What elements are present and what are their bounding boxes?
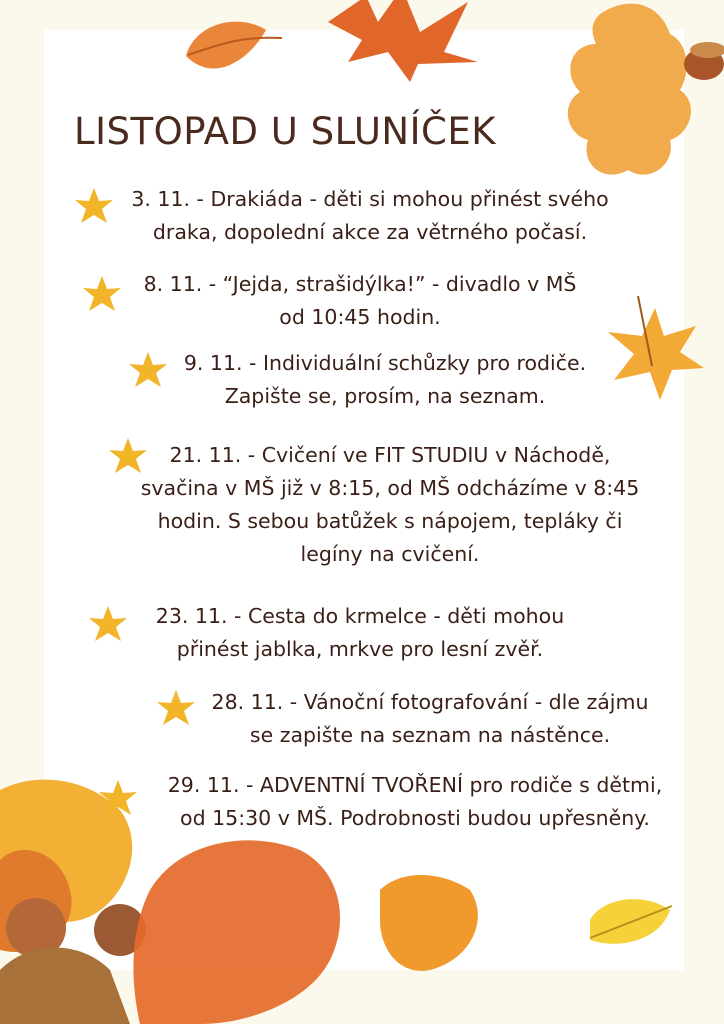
maple-leaf-illustration [600, 296, 710, 406]
maple-leaf-illustration [318, 0, 488, 82]
event-line: od 10:45 hodin. [279, 305, 441, 329]
oak-leaf-illustration [540, 0, 724, 204]
event-line: hodin. S sebou batůžek s nápojem, tepláky či [157, 509, 623, 533]
event-line: 3. 11. - Drakiáda - děti si mohou přinést svého [131, 187, 609, 211]
event-line: svačina v MŠ již v 8:15, od MŠ odcházíme v 8:45 [140, 476, 640, 500]
event-line: Zapište se, prosím, na seznam. [224, 384, 546, 408]
event-item [120, 439, 660, 571]
event-item [170, 347, 600, 413]
event-line: 21. 11. - Cvičení ve FIT STUDIU v Náchodě, [169, 443, 611, 467]
event-line: 28. 11. - Vánoční fotografování - dle zájmu [211, 690, 649, 714]
event-line: se zapište na seznam na nástěnce. [249, 723, 611, 747]
maple-leaf-icon [128, 350, 168, 390]
maple-leaf-icon [98, 778, 138, 818]
event-item [120, 183, 620, 249]
event-item [140, 769, 690, 835]
event-line: přinést jablka, mrkve pro lesní zvěř. [176, 637, 544, 661]
event-line: draka, dopolední akce za větrného počasí. [152, 220, 588, 244]
event-item [120, 268, 600, 334]
orange-leaf-illustration [180, 8, 290, 84]
maple-leaf-icon [82, 274, 122, 314]
event-item [190, 686, 670, 752]
event-line: od 15:30 v MŠ. Podrobnosti budou upřesněny. [180, 806, 650, 830]
event-line: legíny na cvičení. [300, 542, 480, 566]
event-line: 9. 11. - Individuální schůzky pro rodiče. [183, 351, 587, 375]
event-line: 23. 11. - Cesta do krmelce - děti mohou [155, 604, 565, 628]
event-line: 29. 11. - ADVENTNÍ TVOŘENÍ pro rodiče s dětmi, [167, 773, 663, 797]
event-line: 8. 11. - “Jejda, strašidýlka!” - divadlo v MŠ [143, 272, 577, 296]
page-title: LISTOPAD U SLUNÍČEK [74, 110, 496, 153]
maple-leaf-icon [74, 186, 114, 226]
event-item [120, 600, 600, 666]
